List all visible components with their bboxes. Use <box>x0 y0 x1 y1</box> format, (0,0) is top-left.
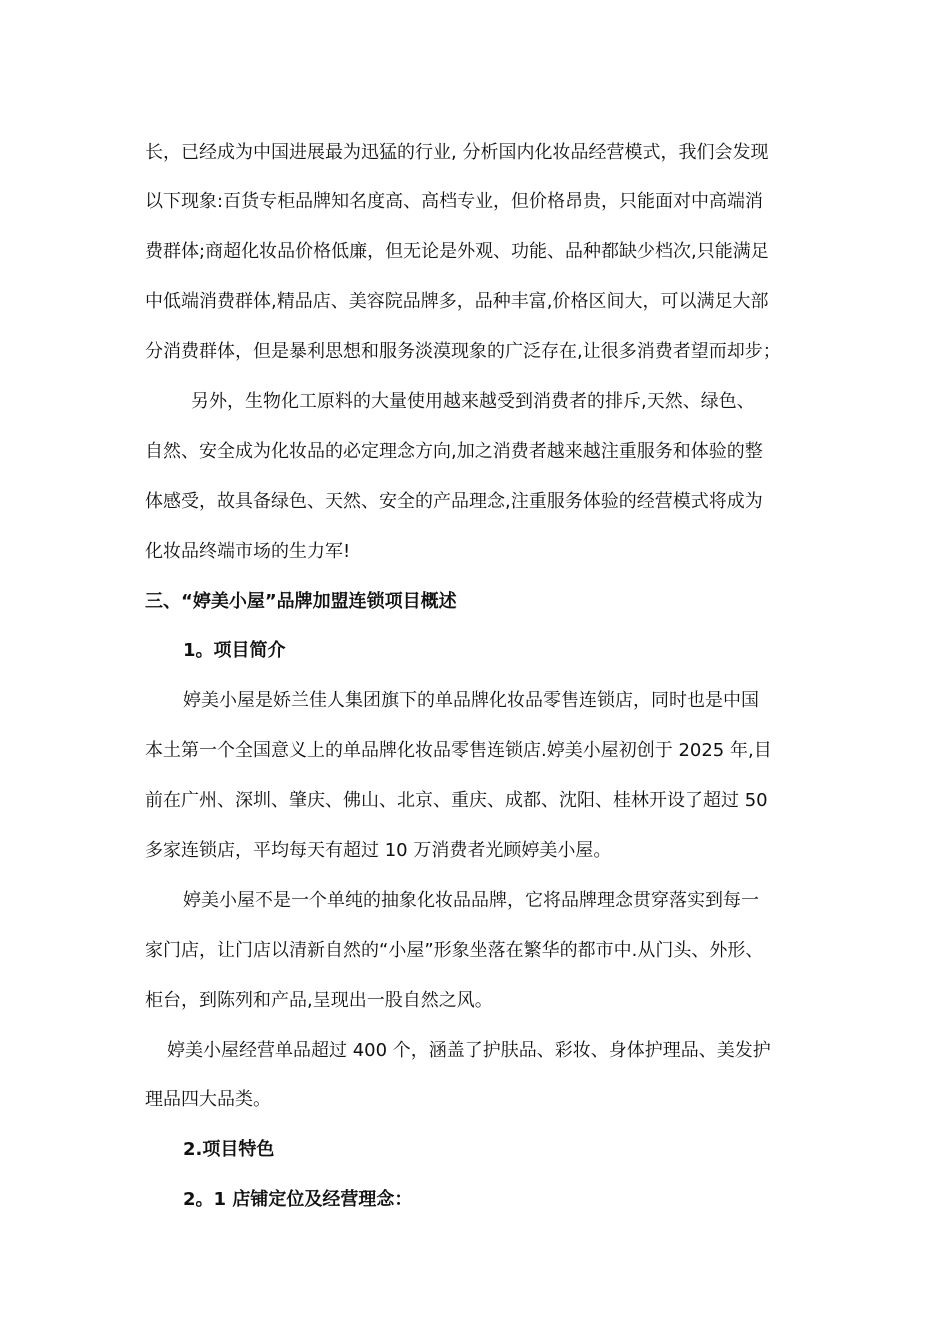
body-text-line: 化妆品终端市场的生力军! <box>145 541 351 562</box>
body-text-line: 婷美小屋是娇兰佳人集团旗下的单品牌化妆品零售连锁店，同时也是中国 <box>183 690 759 711</box>
body-text-line: 自然、安全成为化妆品的必定理念方向,加之消费者越来越注重服务和体验的整 <box>145 441 763 462</box>
body-text-line: 婷美小屋经营单品超过 400 个，涵盖了护肤品、彩妆、身体护理品、美发护 <box>167 1040 771 1061</box>
body-text-line: 理品四大品类。 <box>145 1089 271 1110</box>
body-text-line: 费群体;商超化妆品价格低廉，但无论是外观、功能、品种都缺少档次,只能满足 <box>145 241 769 262</box>
body-text-line: 以下现象:百货专柜品牌知名度高、高档专业，但价格昂贵，只能面对中高端消 <box>145 191 764 212</box>
body-text-line: 体感受，故具备绿色、天然、安全的产品理念,注重服务体验的经营模式将成为 <box>145 491 763 512</box>
body-text-line: 中低端消费群体,精品店、美容院品牌多，品种丰富,价格区间大，可以满足大部 <box>145 291 769 312</box>
subsection-heading: 2。1 店铺定位及经营理念： <box>183 1189 413 1210</box>
body-text-line: 长，已经成为中国进展最为迅猛的行业, 分析国内化妆品经营模式，我们会发现 <box>145 142 769 163</box>
subsection-heading: 1。项目简介 <box>183 640 286 661</box>
subsection-heading: 2.项目特色 <box>183 1139 275 1160</box>
body-text-line: 婷美小屋不是一个单纯的抽象化妆品品牌，它将品牌理念贯穿落实到每一 <box>183 890 759 911</box>
section-heading: 三、“婷美小屋”品牌加盟连锁项目概述 <box>145 591 457 612</box>
body-text-line: 家门店，让门店以清新自然的“小屋”形象坐落在繁华的都市中.从门头、外形、 <box>145 940 764 961</box>
body-text-line: 柜台，到陈列和产品,呈现出一股自然之风。 <box>145 990 493 1011</box>
body-text-line: 本土第一个全国意义上的单品牌化妆品零售连锁店.婷美小屋初创于 2025 年,目 <box>145 740 772 761</box>
body-text-line: 另外，生物化工原料的大量使用越来越受到消费者的排斥,天然、绿色、 <box>191 391 755 412</box>
body-text-line: 前在广州、深圳、肇庆、佛山、北京、重庆、成都、沈阳、桂林开设了超过 50 <box>145 790 768 811</box>
body-text-line: 分消费群体，但是暴利思想和服务淡漠现象的广泛存在,让很多消费者望而却步； <box>145 341 781 362</box>
body-text-line: 多家连锁店，平均每天有超过 10 万消费者光顾婷美小屋。 <box>145 840 612 861</box>
